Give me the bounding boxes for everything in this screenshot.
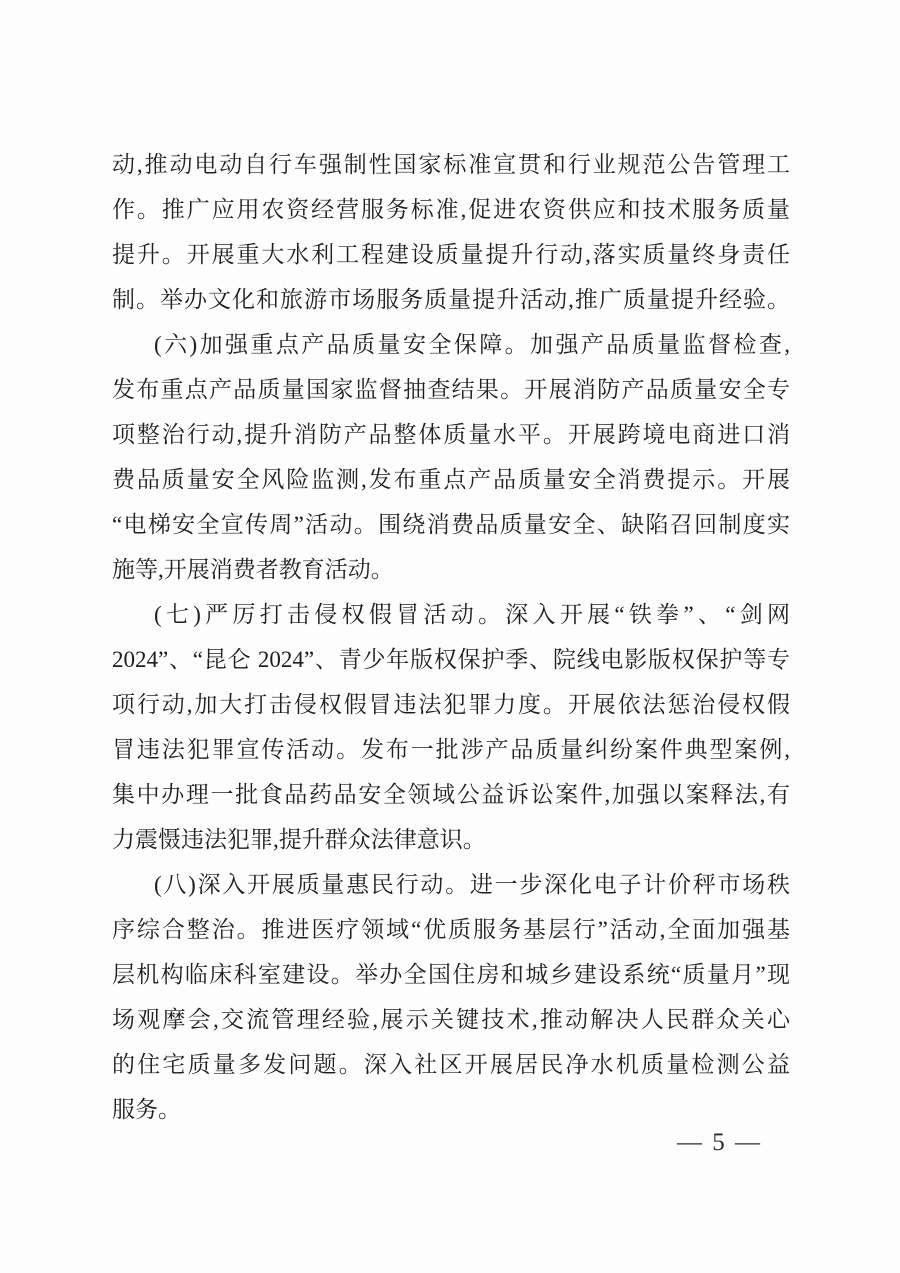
text-line: 项行动,加大打击侵权假冒违法犯罪力度。开展依法惩治侵权假 bbox=[112, 692, 790, 717]
text-line: 的住宅质量多发问题。深入社区开展居民净水机质量检测公益 bbox=[112, 1052, 790, 1077]
page-number: — 5 — bbox=[677, 1129, 762, 1156]
text-line: (七)严厉打击侵权假冒活动。深入开展“铁拳”、“剑网 bbox=[154, 602, 790, 627]
text-line: 费品质量安全风险监测,发布重点产品质量安全消费提示。开展 bbox=[112, 467, 790, 492]
text-line: 2024”、“昆仑 2024”、青少年版权保护季、院线电影版权保护等专 bbox=[112, 647, 790, 672]
text-line: (八)深入开展质量惠民行动。进一步深化电子计价秤市场秩 bbox=[154, 872, 790, 897]
paragraph-item-8 bbox=[112, 862, 790, 1132]
text-line: 作。推广应用农资经营服务标准,促进农资供应和技术服务质量 bbox=[112, 197, 790, 222]
text-line: 序综合整治。推进医疗领域“优质服务基层行”活动,全面加强基 bbox=[112, 917, 790, 942]
text-line: 项整治行动,提升消防产品整体质量水平。开展跨境电商进口消 bbox=[112, 422, 790, 447]
text-line: 动,推动电动自行车强制性国家标准宣贯和行业规范公告管理工 bbox=[112, 152, 790, 177]
text-line: “电梯安全宣传周”活动。围绕消费品质量安全、缺陷召回制度实 bbox=[112, 512, 790, 537]
paragraph-item-6 bbox=[112, 322, 790, 592]
document-text-block bbox=[112, 142, 790, 1132]
text-line: 提升。开展重大水利工程建设质量提升行动,落实质量终身责任 bbox=[112, 242, 790, 267]
text-line: 制。举办文化和旅游市场服务质量提升活动,推广质量提升经验。 bbox=[112, 287, 790, 312]
paragraph-item-7 bbox=[112, 592, 790, 862]
text-line: (六)加强重点产品质量安全保障。加强产品质量监督检查, bbox=[154, 332, 790, 357]
text-line: 集中办理一批食品药品安全领域公益诉讼案件,加强以案释法,有 bbox=[112, 782, 790, 807]
text-line: 层机构临床科室建设。举办全国住房和城乡建设系统“质量月”现 bbox=[112, 962, 790, 987]
text-line: 施等,开展消费者教育活动。 bbox=[112, 557, 394, 582]
text-line: 服务。 bbox=[112, 1097, 181, 1122]
paragraph-continuation bbox=[112, 142, 790, 322]
text-line: 冒违法犯罪宣传活动。发布一批涉产品质量纠纷案件典型案例, bbox=[112, 737, 790, 762]
text-line: 力震慑违法犯罪,提升群众法律意识。 bbox=[112, 827, 486, 852]
text-line: 发布重点产品质量国家监督抽查结果。开展消防产品质量安全专 bbox=[112, 377, 790, 402]
text-line: 场观摩会,交流管理经验,展示关键技术,推动解决人民群众关心 bbox=[112, 1007, 790, 1032]
